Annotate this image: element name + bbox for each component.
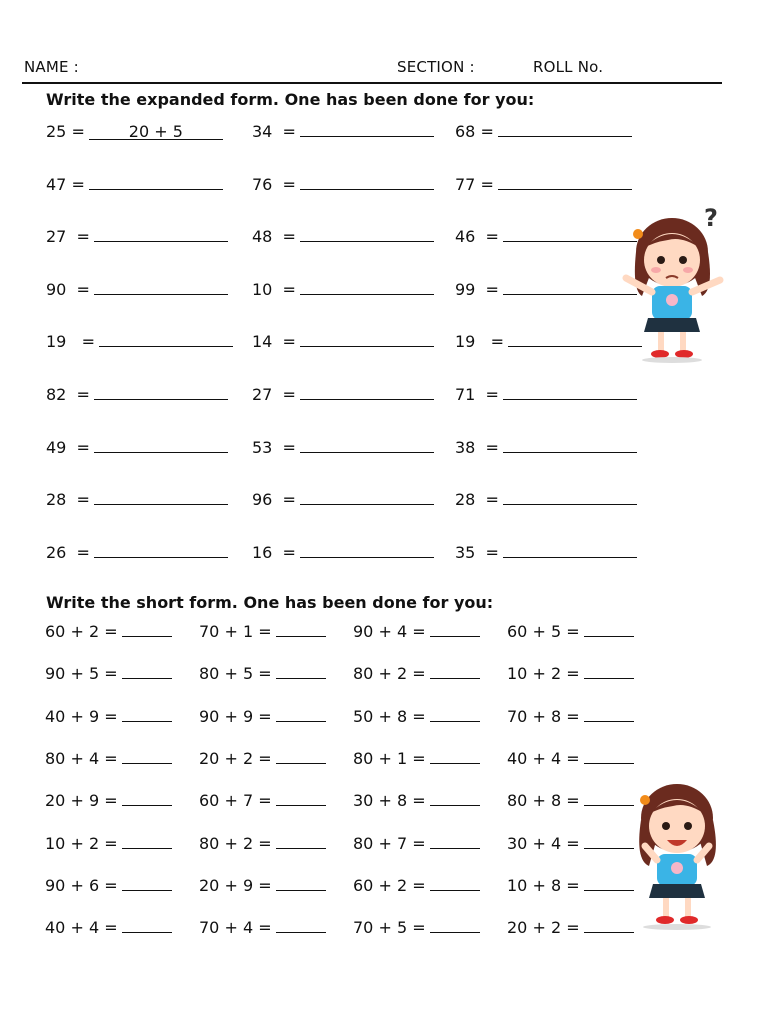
expanded-question (46, 438, 228, 457)
number-text: 99 = (455, 279, 499, 299)
expanded-question (252, 280, 434, 299)
section-label: SECTION : (397, 58, 475, 76)
short-question (199, 834, 326, 853)
answer-blank[interactable] (503, 543, 637, 558)
answer-blank[interactable] (300, 122, 434, 137)
answer-blank[interactable] (276, 707, 326, 722)
answer-blank[interactable] (584, 664, 634, 679)
expanded-question (46, 543, 228, 562)
answer-blank[interactable] (94, 438, 228, 453)
answer-blank[interactable] (300, 175, 434, 190)
expression-text: 60 + 5 = (507, 622, 580, 641)
expanded-question (252, 490, 434, 509)
answer-blank[interactable] (94, 490, 228, 505)
answer-blank[interactable] (300, 543, 434, 558)
answer-blank[interactable] (584, 622, 634, 637)
answer-blank[interactable] (430, 622, 480, 637)
answer-blank[interactable] (300, 490, 434, 505)
expression-text: 90 + 9 = (199, 706, 272, 726)
answer-blank[interactable] (94, 385, 228, 400)
expanded-question (455, 280, 637, 299)
expression-text: 80 + 1 = (353, 748, 426, 768)
expression-text: 80 + 5 = (199, 664, 272, 684)
expression-text: 10 + 8 = (507, 875, 580, 895)
expanded-question (252, 332, 434, 351)
answer-blank[interactable] (300, 332, 434, 347)
number-text: 34 = (252, 122, 296, 141)
answer-blank[interactable] (122, 749, 172, 764)
number-text: 35 = (455, 542, 499, 562)
number-text: 26 = (46, 542, 90, 562)
header-rule (22, 82, 722, 84)
short-question (353, 707, 480, 726)
expression-text: 80 + 4 = (45, 748, 118, 768)
answer-blank[interactable] (276, 664, 326, 679)
short-question (199, 749, 326, 768)
short-question (45, 622, 172, 641)
answer-blank[interactable] (122, 622, 172, 637)
answer-blank[interactable] (498, 175, 632, 190)
expression-text: 40 + 4 = (45, 918, 118, 938)
short-question (507, 876, 634, 895)
answer-blank[interactable] (276, 876, 326, 891)
number-text: 16 = (252, 542, 296, 562)
expanded-question (455, 122, 632, 141)
expression-text: 50 + 8 = (353, 706, 426, 726)
expanded-question (252, 227, 434, 246)
short-question (45, 834, 172, 853)
expression-text: 20 + 9 = (45, 791, 118, 811)
number-text: 25 = (46, 122, 85, 141)
short-question (353, 791, 480, 810)
answer-blank[interactable] (430, 664, 480, 679)
expression-text: 40 + 4 = (507, 748, 580, 768)
short-heading: Write the short form. One has been done for you: (46, 593, 494, 612)
expanded-question (46, 332, 233, 351)
answer-blank[interactable] (122, 664, 172, 679)
answer-blank[interactable] (498, 122, 632, 137)
expanded-question (252, 438, 434, 457)
number-text: 48 = (252, 227, 296, 247)
answer-blank[interactable] (99, 332, 233, 347)
expanded-question (455, 385, 637, 404)
number-text: 68 = (455, 122, 494, 141)
number-text: 28 = (455, 490, 499, 510)
expression-text: 80 + 2 = (353, 664, 426, 684)
expanded-heading: Write the expanded form. One has been done for you: (46, 90, 535, 109)
number-text: 71 = (455, 385, 499, 404)
number-text: 47 = (46, 174, 85, 194)
answer-blank[interactable] (122, 876, 172, 891)
short-question (353, 749, 480, 768)
short-question (507, 749, 634, 768)
expanded-question (46, 280, 228, 299)
number-text: 53 = (252, 437, 296, 457)
answer-blank[interactable] (300, 438, 434, 453)
number-text: 76 = (252, 174, 296, 194)
answer-blank[interactable] (276, 749, 326, 764)
answer-blank[interactable] (430, 749, 480, 764)
expression-text: 70 + 5 = (353, 918, 426, 938)
short-question (199, 791, 326, 810)
answer-blank[interactable] (276, 834, 326, 849)
number-text: 14 = (252, 332, 296, 352)
name-label: NAME : (24, 58, 79, 76)
answer-blank[interactable] (94, 543, 228, 558)
short-question (507, 664, 634, 683)
expanded-question (252, 385, 434, 404)
expression-text: 60 + 2 = (353, 875, 426, 895)
expanded-question (46, 490, 228, 509)
answer-blank[interactable] (503, 438, 637, 453)
short-question (353, 918, 480, 937)
answer-blank[interactable] (122, 707, 172, 722)
answer-blank[interactable] (276, 918, 326, 933)
expanded-question (252, 543, 434, 562)
short-question (353, 664, 480, 683)
short-question (199, 918, 326, 937)
short-question (45, 749, 172, 768)
number-text: 27 = (252, 385, 296, 404)
number-text: 90 = (46, 279, 90, 299)
answer-blank[interactable] (94, 227, 228, 242)
answer-blank[interactable] (300, 280, 434, 295)
expression-text: 90 + 5 = (45, 664, 118, 684)
short-question (45, 791, 172, 810)
short-question (45, 876, 172, 895)
expanded-question (455, 175, 632, 194)
number-text: 10 = (252, 279, 296, 299)
number-text: 28 = (46, 490, 90, 510)
number-text: 82 = (46, 385, 90, 404)
number-text: 77 = (455, 174, 494, 194)
short-question (507, 791, 634, 810)
short-question (199, 876, 326, 895)
answer-blank[interactable] (122, 834, 172, 849)
girl-thinking-illustration (612, 200, 732, 365)
number-text: 27 = (46, 227, 90, 247)
answer-blank[interactable] (503, 490, 637, 505)
answer-blank[interactable] (300, 227, 434, 242)
number-text: 46 = (455, 227, 499, 247)
answer-blank[interactable] (122, 918, 172, 933)
expression-text: 40 + 9 = (45, 706, 118, 726)
answer-blank[interactable] (430, 707, 480, 722)
expression-text: 70 + 1 = (199, 622, 272, 641)
expanded-question (252, 122, 434, 141)
expression-text: 90 + 6 = (45, 875, 118, 895)
short-question (507, 707, 634, 726)
short-question (45, 707, 172, 726)
expanded-question (46, 175, 223, 194)
number-text: 96 = (252, 490, 296, 510)
number-text: 38 = (455, 437, 499, 457)
expanded-question (46, 122, 223, 141)
expression-text: 10 + 2 = (507, 664, 580, 684)
expression-text: 10 + 2 = (45, 833, 118, 853)
expanded-question (455, 490, 637, 509)
short-question (507, 834, 634, 853)
expression-text: 80 + 7 = (353, 833, 426, 853)
expression-text: 20 + 9 = (199, 875, 272, 895)
short-question (199, 707, 326, 726)
short-question (45, 918, 172, 937)
short-question (45, 664, 172, 683)
expanded-question (455, 438, 637, 457)
answer-blank[interactable] (276, 791, 326, 806)
answer-blank[interactable] (122, 791, 172, 806)
expression-text: 80 + 2 = (199, 833, 272, 853)
expression-text: 20 + 2 = (507, 918, 580, 938)
answer-blank[interactable] (430, 834, 480, 849)
expression-text: 60 + 2 = (45, 622, 118, 641)
expression-text: 20 + 2 = (199, 748, 272, 768)
short-question (507, 918, 634, 937)
answer-filled: 20 + 5 (89, 125, 223, 140)
expression-text: 70 + 4 = (199, 918, 272, 938)
answer-blank[interactable] (430, 918, 480, 933)
girl-happy-illustration (625, 770, 730, 935)
answer-blank[interactable] (94, 280, 228, 295)
short-question (507, 622, 634, 641)
expanded-question (455, 227, 637, 246)
answer-blank[interactable] (584, 749, 634, 764)
expression-text: 60 + 7 = (199, 791, 272, 811)
answer-blank[interactable] (300, 385, 434, 400)
number-text: 19 = (46, 332, 96, 352)
expanded-question (455, 543, 637, 562)
expanded-question (252, 175, 434, 194)
expression-text: 80 + 8 = (507, 791, 580, 811)
expression-text: 30 + 8 = (353, 791, 426, 811)
short-question (353, 876, 480, 895)
answer-blank[interactable] (430, 791, 480, 806)
answer-blank[interactable] (276, 622, 326, 637)
short-question (199, 664, 326, 683)
expression-text: 30 + 4 = (507, 833, 580, 853)
answer-blank[interactable] (584, 707, 634, 722)
number-text: 19 = (455, 332, 505, 352)
answer-blank[interactable] (503, 385, 637, 400)
answer-blank[interactable] (89, 175, 223, 190)
short-question (199, 622, 326, 641)
expanded-question (46, 385, 228, 404)
short-question (353, 834, 480, 853)
number-text: 49 = (46, 437, 90, 457)
roll-label: ROLL No. (533, 58, 604, 76)
expanded-question (46, 227, 228, 246)
expression-text: 70 + 8 = (507, 706, 580, 726)
answer-blank[interactable] (430, 876, 480, 891)
short-question (353, 622, 480, 641)
question-mark-icon: ? (704, 204, 718, 232)
expression-text: 90 + 4 = (353, 622, 426, 641)
